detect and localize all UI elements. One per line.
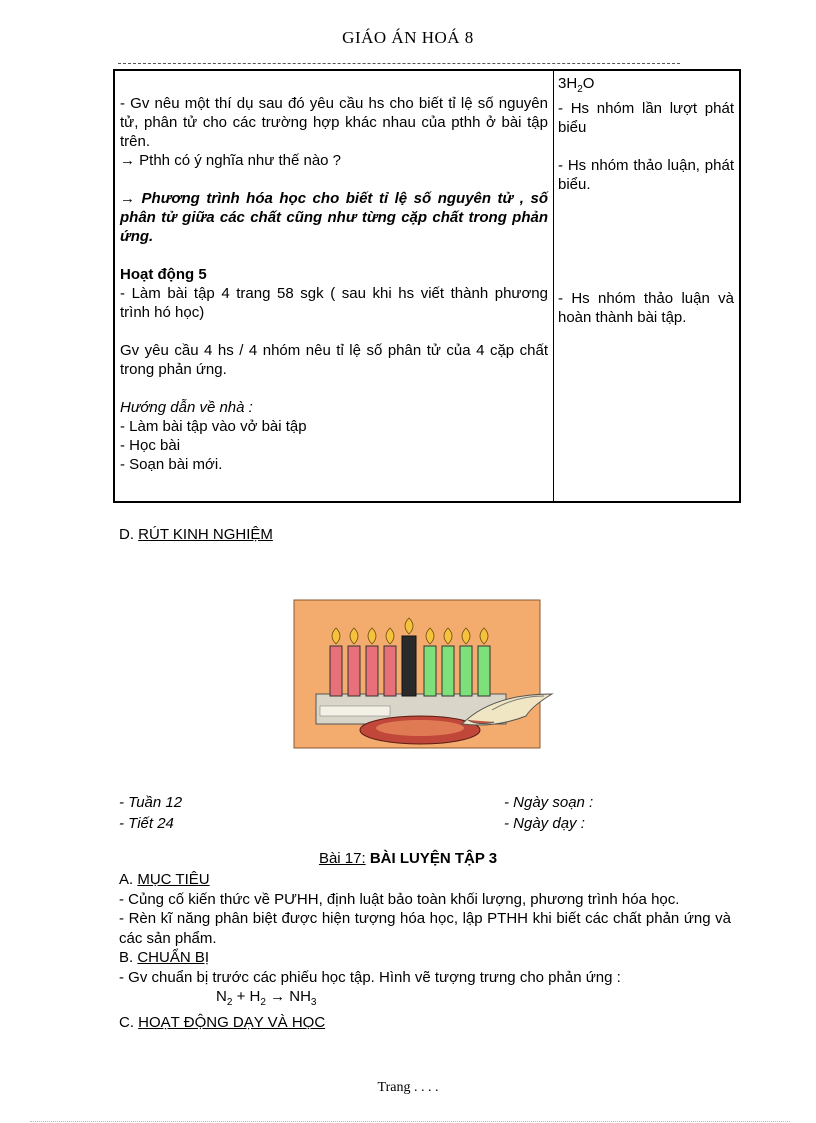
- lesson-number: Bài 17:: [318, 850, 366, 867]
- objective-item: - Rèn kĩ năng phân biệt được hiện tượng hóa học, lập PTHH khi biết các chất phản ứng và các sản phẩm.: [119, 910, 731, 947]
- lesson-content: [119, 870, 731, 1032]
- arrow-icon: →: [120, 152, 135, 169]
- table-column-divider: [553, 71, 554, 501]
- activity-5-heading: Hoạt động 5: [120, 266, 207, 283]
- reaction-equation: $N_2 + H_2 \to NH_3$: [216, 988, 317, 1008]
- week-number: - Tuần 12: [119, 794, 183, 811]
- student-activity-column: [558, 74, 734, 327]
- homework-item: - Học bài: [120, 437, 181, 454]
- homework-item: - Làm bài tập vào vở bài tập: [120, 418, 307, 435]
- lesson-title: [0, 850, 816, 867]
- section-d-heading: D. RÚT KINH NGHIỆM: [119, 526, 273, 543]
- section-b-heading: B. CHUẨN BỊ: [119, 949, 210, 966]
- meaning-question: → Pthh có ý nghĩa như thế nào ?: [120, 152, 342, 169]
- equation-meaning-conclusion: → Phương trình hóa học cho biết tỉ lệ số nguyên tử , số phân tử giữa các chất cũng như từng cặp chất trong phản ứng.: [120, 190, 548, 245]
- lesson-name: BÀI LUYỆN TẬP 3: [369, 850, 498, 867]
- homework-heading: Hướng dẫn về nhà :: [120, 399, 253, 416]
- prep-date: - Ngày soạn :: [504, 794, 594, 811]
- student-activity-1: - Hs nhóm lần lượt phát biểu: [558, 100, 734, 136]
- group-ratio-instruction: Gv yêu cầu 4 hs / 4 nhóm nêu tỉ lệ số phân tử của 4 cặp chất trong phản ứng.: [120, 342, 548, 378]
- section-c-heading: C. HOẠT ĐỘNG DẠY VÀ HỌC: [119, 1013, 326, 1031]
- teacher-instruction-1: - Gv nêu một thí dụ sau đó yêu cầu hs cho biết tỉ lệ số nguyên tử, phân tử cho các trường hợp khác nhau của pthh ở bài tập trên.: [120, 95, 548, 150]
- arrow-icon: →: [265, 988, 290, 1005]
- exercise-4-instruction: - Làm bài tập 4 trang 58 sgk ( sau khi hs viết thành phương trình hó học): [120, 285, 548, 321]
- arrow-icon: →: [120, 190, 135, 207]
- schedule-left: [119, 792, 182, 834]
- water-formula: $3H_2O$: [558, 75, 595, 95]
- page-footer: Trang . . . .: [377, 1080, 439, 1095]
- page-header-title: GIÁO ÁN HOÁ 8: [342, 28, 474, 47]
- homework-item: - Soạn bài mới.: [120, 456, 223, 473]
- student-activity-2: - Hs nhóm thảo luận, phát biểu.: [558, 157, 734, 193]
- schedule-right: [504, 792, 593, 834]
- preparation-item: - Gv chuẩn bị trước các phiếu học tập. Hình vẽ tượng trưng cho phản ứng :: [119, 968, 621, 986]
- section-a-heading: A. MỤC TIÊU: [119, 871, 210, 888]
- header-divider: [118, 63, 680, 64]
- period-number: - Tiết 24: [119, 815, 174, 832]
- objective-item: - Củng cố kiến thức về PƯHH, định luật bảo toàn khối lượng, phương trình hóa học.: [119, 890, 680, 908]
- candles-clipart: [292, 598, 562, 756]
- student-activity-3: - Hs nhóm thảo luận và hoàn thành bài tập.: [558, 290, 734, 326]
- lesson-activity-table: [113, 69, 741, 503]
- teach-date: - Ngày dạy :: [504, 815, 585, 832]
- teacher-activity-column: [120, 75, 548, 474]
- footer-divider: [30, 1121, 790, 1122]
